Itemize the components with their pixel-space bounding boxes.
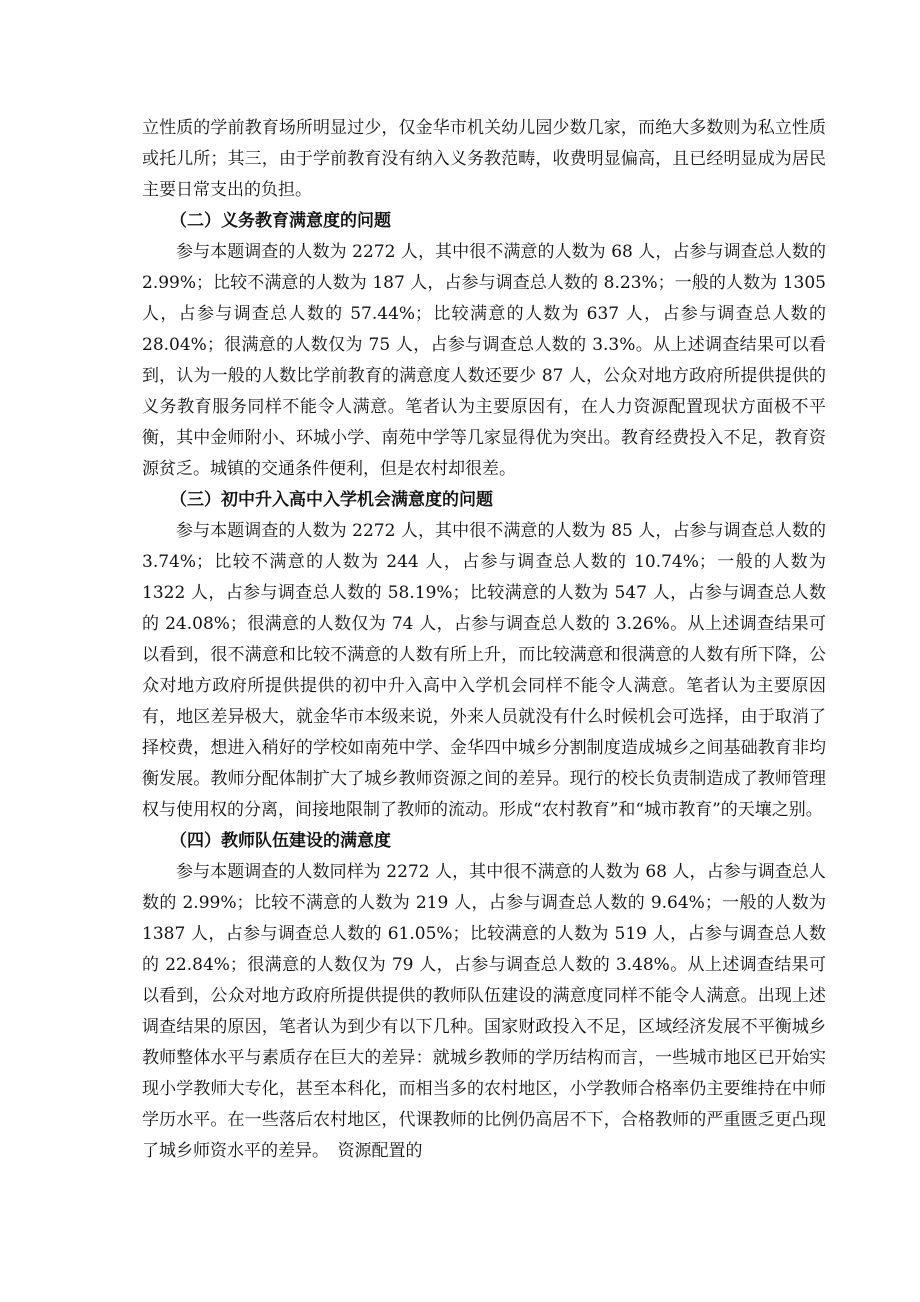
paragraph-compulsory-education: 参与本题调查的人数为 2272 人，其中很不满意的人数为 68 人，占参与调查总人数的 2.99%；比较不满意的人数为 187 人，占参与调查总人数的 8.23%；一般的人数为 1305 人，占参与调查总人数的 57.44%；比较满意的人数为 637 人，占参与调查总人数的 28.04%；很满意的人数仅为 75 人，占参与调查总人数的 3.3%。从上述调查结果可以看到，认为一般的人数比学前教育的满意度人数还要少 87 人，公众对地方政府所提供提供的义务教育服务同样不能令人满意。笔者认为主要原因有，在人力资源配置现状方面极不平衡，其中金师附小、环城小学、南苑中学等几家显得优为突出。教育经费投入不足，教育资源贫乏。城镇的交通条件便利，但是农村却很差。 [142,242,826,479]
document-page [142,113,826,1167]
paragraph-high-school-admission: 参与本题调查的人数为 2272 人，其中很不满意的人数为 85 人，占参与调查总人数的 3.74%；比较不满意的人数为 244 人，占参与调查总人数的 10.74%；一般的人数为 1322 人，占参与调查总人数的 58.19%；比较满意的人数为 547 人，占参与调查总人数的 24.08%；很满意的人数仅为 74 人，占参与调查总人数的 3.26%。从上述调查结果可以看到，很不满意和比较不满意的人数有所上升，而比较满意和很满意的人数有所下降，公众对地方政府所提供提供的初中升入高中入学机会同样不能令人满意。笔者认为主要原因有，地区差异极大，就金华市本级来说，外来人员就没有什么时候机会可选择，由于取消了择校费，想进入稍好的学校如南苑中学、金华四中城乡分割制度造成城乡之间基础教育非均衡发展。教师分配体制扩大了城乡教师资源之间的差异。现行的校长负责制造成了教师管理权与使用权的分离，间接地限制了教师的流动。形成“农村教育”和“城市教育”的天壤之别。 [142,521,826,820]
heading-compulsory-education: （二）义务教育满意度的问题 [170,211,391,231]
paragraph-teacher-team: 参与本题调查的人数同样为 2272 人，其中很不满意的人数为 68 人，占参与调查总人数的 2.99%；比较不满意的人数为 219 人，占参与调查总人数的 9.64%；一般的人数为 1387 人，占参与调查总人数的 61.05%；比较满意的人数为 519 人，占参与调查总人数的 22.84%；很满意的人数仅为 79 人，占参与调查总人数的 3.48%。从上述调查结果可以看到，公众对地方政府所提供提供的教师队伍建设的满意度同样不能令人满意。出现上述调查结果的原因，笔者认为到少有以下几种。国家财政投入不足，区域经济发展不平衡城乡教师整体水平与素质存在巨大的差异：就城乡教师的学历结构而言，一些城市地区已开始实现小学教师大专化，甚至本科化，而相当多的农村地区，小学教师合格率仍主要维持在中师学历水平。在一些落后农村地区，代课教师的比例仍高居不下，合格教师的严重匮乏更凸现了城乡师资水平的差异。 资源配置的 [142,862,826,1161]
paragraph-preschool-continued: 立性质的学前教育场所明显过少，仅金华市机关幼儿园少数几家，而绝大多数则为私立性质或托儿所；其三，由于学前教育没有纳入义务教范畴，收费明显偏高，且已经明显成为居民主要日常支出的负担。 [142,118,826,200]
heading-teacher-team: （四）教师队伍建设的满意度 [170,831,391,851]
heading-high-school-admission: （三）初中升入高中入学机会满意度的问题 [170,490,493,510]
